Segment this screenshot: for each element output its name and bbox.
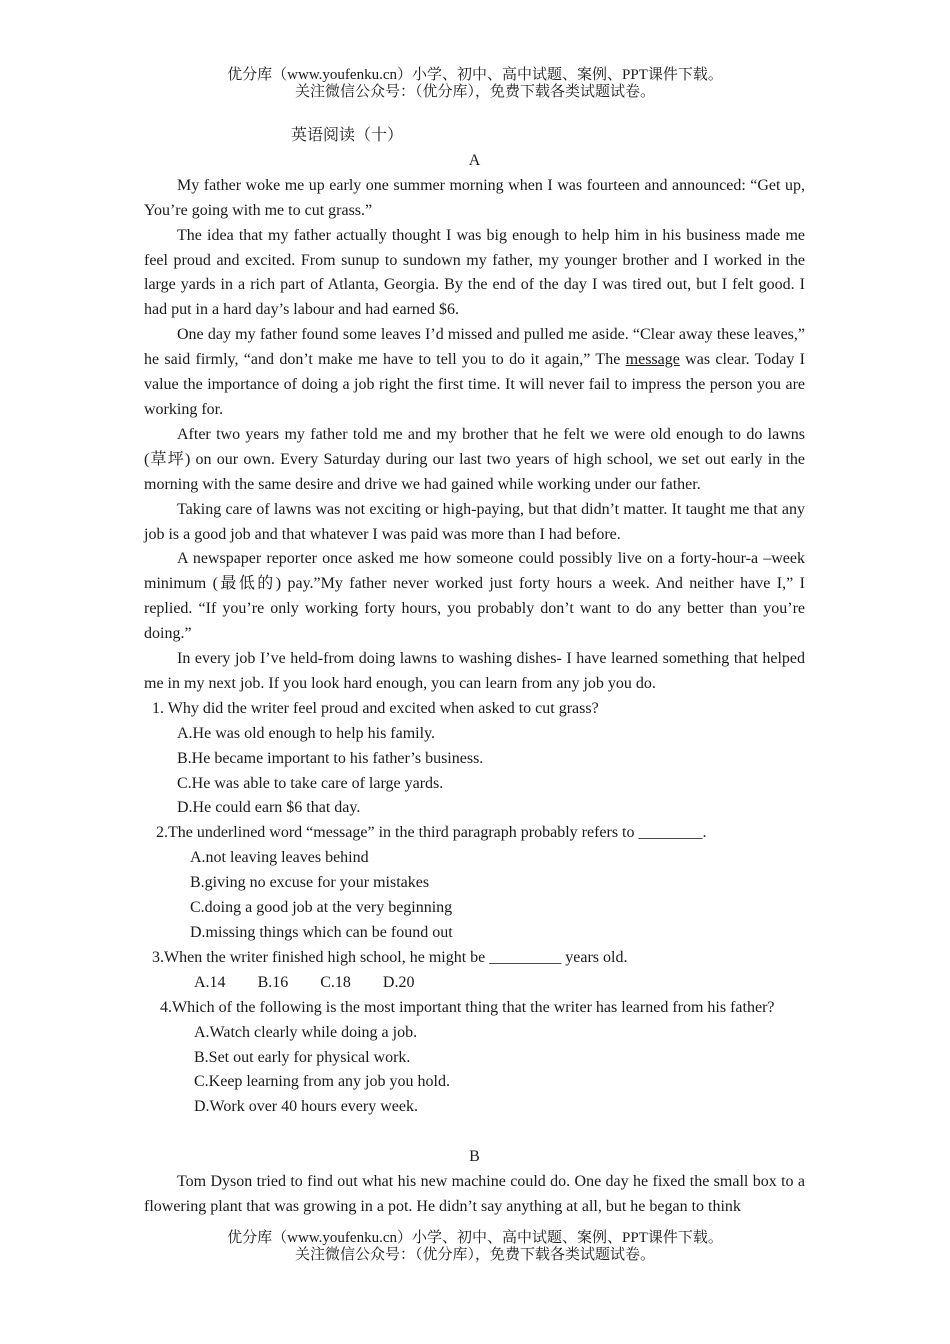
option: B.He became important to his father’s business. (177, 749, 484, 767)
question-4 (144, 996, 805, 1121)
option: C.Keep learning from any job you hold. (194, 1073, 450, 1091)
question-stem: 3.When the writer finished high school, he might be _________ years old. (152, 948, 628, 966)
p3-text-after: was clear. Today I value the importance of doing a job right the first time. It will never fail to impress the person you are working for. (144, 351, 806, 418)
option: D.20 (382, 973, 415, 991)
option: A.Watch clearly while doing a job. (194, 1023, 418, 1041)
passage-a-paragraph-1: My father woke me up early one summer morning when I was fourteen and announced: “Get up, You’re going with me to cut grass.” (144, 176, 805, 219)
footer-line-1: 优分库（www.youfenku.cn）小学、初中、高中试题、案例、PPT课件下载。 (227, 1230, 723, 1246)
option: C.He was able to take care of large yards. (177, 774, 444, 792)
option: B.giving no excuse for your mistakes (190, 874, 430, 892)
question-stem: 2.The underlined word “message” in the third paragraph probably refers to ________. (156, 824, 707, 842)
option: B.Set out early for physical work. (194, 1048, 411, 1066)
header-line-2: 关注微信公众号：（优分库），免费下载各类试题试卷。 (294, 84, 655, 100)
option: D.He could earn $6 that day. (177, 799, 361, 817)
question-stem: 4.Which of the following is the most important thing that the writer has learned from his father? (160, 998, 775, 1016)
section-spacer (144, 1120, 805, 1145)
option: D.Work over 40 hours every week. (194, 1098, 418, 1116)
option: C.18 (320, 973, 351, 991)
option: B.16 (257, 973, 289, 991)
document-body (144, 124, 805, 1220)
underlined-word-message: message (625, 351, 680, 369)
footer-line-2: 关注微信公众号：（优分库），免费下载各类试题试卷。 (294, 1247, 655, 1263)
page-header (0, 67, 950, 101)
header-line-1: 优分库（www.youfenku.cn）小学、初中、高中试题、案例、PPT课件下载。 (227, 67, 723, 83)
document-title: 英语阅读（十） (291, 127, 404, 144)
question-3 (144, 946, 805, 996)
option: D.missing things which can be found out (190, 924, 453, 941)
passage-a-paragraph-2: The idea that my father actually thought I was big enough to help him in his business made me feel proud and excited. From sunup to sundown my father, my younger brother and I worked in the large yards in a rich part of Atlanta, Georgia. By the end of the day I was tired out, but I felt good. I had put in a hard day’s labour and had earned $6. (144, 226, 805, 319)
question-2 (144, 821, 805, 946)
passage-a-paragraph-4: After two years my father told me and my brother that he felt we were old enough to do lawns (草坪) on our own. Every Saturday during our last two years of high school, we set out early in the morning with the same desire and drive we had gained while working under our father. (144, 425, 805, 493)
section-a-label: A (468, 151, 481, 169)
section-b-label: B (469, 1148, 480, 1166)
passage-a-paragraph-6: A newspaper reporter once asked me how someone could possibly live on a forty-hour-a –week minimum (最低的) pay.”My father never worked just forty hours a week. And neither have I,” I replied. “If you’re only working forty hours, you probably don’t want to do any better than you’re doing.” (144, 550, 805, 643)
passage-a-paragraph-5: Taking care of lawns was not exciting or high-paying, but that didn’t matter. It taught me that any job is a good job and that whatever I was paid was more than I had before. (144, 500, 805, 543)
question-1 (144, 697, 805, 822)
passage-a-paragraph-7: In every job I’ve held-from doing lawns to washing dishes- I have learned something that helped me in my next job. If you look hard enough, you can learn from any job you do. (144, 650, 805, 692)
passage-b-paragraph-1: Tom Dyson tried to find out what his new machine could do. One day he fixed the small box to a flowering plant that was growing in a pot. He didn’t say anything at all, but he began to think (144, 1173, 805, 1215)
passage-a-paragraph-3 (144, 323, 805, 423)
option: A.14 (194, 973, 226, 991)
p3-text-before: One day my father found some leaves I’d missed and pulled me aside. “Clear away these leaves,” he said firmly, “and don’t make me have to tell you to do it again,” The (144, 326, 805, 369)
option: C.doing a good job at the very beginning (190, 899, 453, 917)
question-stem: 1. Why did the writer feel proud and excited when asked to cut grass? (152, 699, 599, 717)
options-row (144, 971, 805, 996)
option: A.not leaving leaves behind (190, 849, 369, 867)
option: A.He was old enough to help his family. (177, 724, 436, 742)
page-footer (0, 1230, 950, 1264)
